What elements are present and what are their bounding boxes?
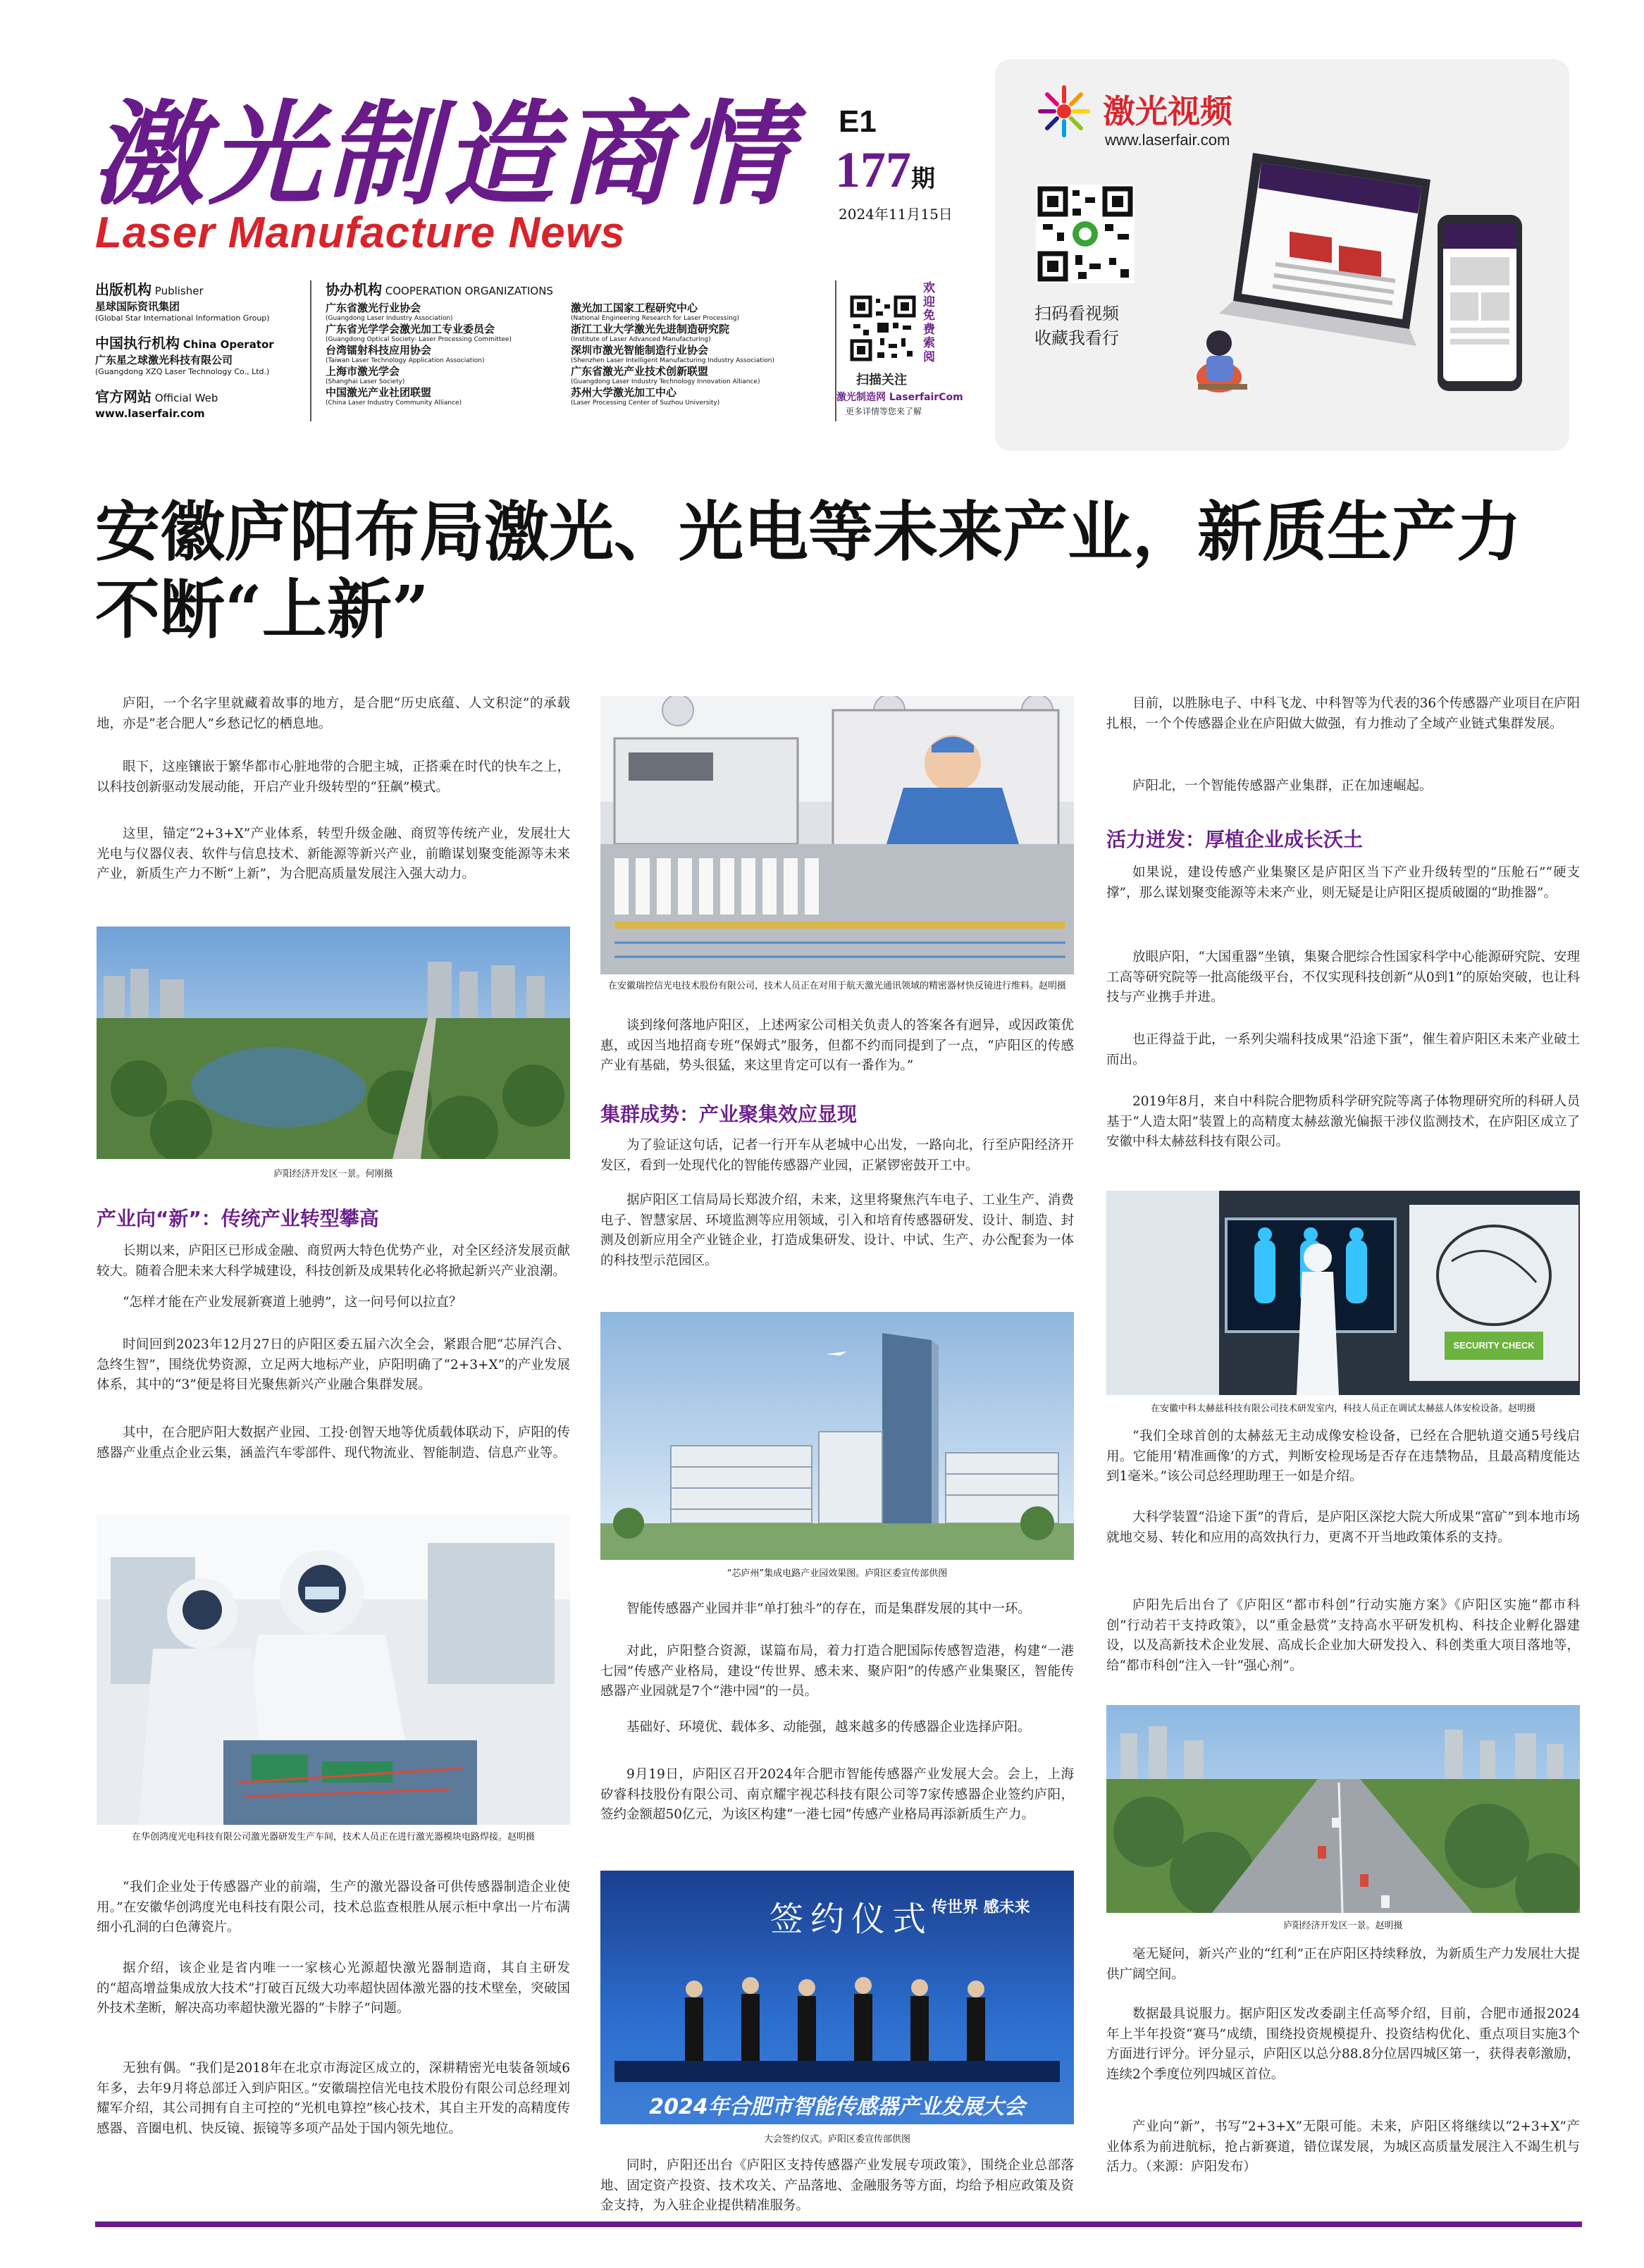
issue-date: 2024年11月15日 (839, 206, 953, 223)
photo-signing-ceremony (600, 1871, 1074, 2124)
paragraph: 其中，在合肥庐阳大数据产业园、工投·创智天地等优质载体联动下，庐阳的传感器产业重点企业云集，涵盖汽车零部件、现代物流业、智能制造、信息产业等。 (97, 1425, 570, 1461)
photo-city-park (97, 927, 570, 1159)
coop-org-name-en: (China Laser Industry Community Alliance) (326, 399, 462, 407)
subscribe-qr-icon (849, 295, 917, 362)
paragraph: “怎样才能在产业发展新赛道上驰骋”，这一问号何以拉直？ (123, 1295, 462, 1310)
photo-city-road (1106, 1705, 1580, 1913)
operator-name-en: (Guangdong XZQ Laser Technology Co., Ltd.) (95, 367, 270, 377)
edition-label: E1 (839, 104, 877, 139)
coop-list-right (571, 302, 832, 407)
operator-label-en: China Operator (183, 338, 274, 352)
photo-laser-workshop (97, 1515, 570, 1825)
publisher-label-en: Publisher (154, 285, 204, 297)
headline: 安徽庐阳布局激光、光电等未来产业，新质生产力不断“上新” (95, 494, 1522, 648)
coop-org-name: 广东省激光产业技术创新联盟 (571, 365, 709, 378)
promo-title: 激光视频 (1103, 92, 1232, 130)
paragraph: 时间回到2023年12月27日的庐阳区委五届六次全会，紧跟合肥“芯屏汽合、急终生智”，围绕优势资源，立足两大地标产业，庐阳明确了“2+3+X”的产业发展体系，其中的“3”便是将目光聚焦新兴产业融合集群发展。 (97, 1337, 570, 1393)
paragraph: 2019年8月，来自中科院合肥物质科学研究院等离子体物理研究所的科研人员基于“人造太阳”装置上的高精度太赫兹激光偏振干涉仪监测技术，在庐阳区成立了安徽中科太赫兹科技有限公司。 (1106, 1094, 1580, 1150)
coop-org-name: 苏州大学激光加工中心 (571, 386, 677, 399)
bottom-rule (95, 2221, 1582, 2227)
paragraph: “我们全球首创的太赫兹无主动成像安检设备，已经在合肥轨道交通5号线启用。它能用‘精准画像’的方式，判断安检现场是否存在违禁物品，且最高精度能达到1毫米。”该公司总经理助理王一如是介绍。 (1106, 1429, 1580, 1485)
coop-org-name: 广东省激光行业协会 (326, 302, 421, 314)
section-subhead: 产业向“新”：传统产业转型攀高 (97, 1207, 379, 1230)
issue-number (835, 141, 935, 199)
paragraph: 大科学装置“沿途下蛋”的背后，是庐阳区深挖大院大所成果“富矿”到本地市场就地交易、转化和应用的高效执行力，更离不开当地政策体系的支持。 (1106, 1510, 1580, 1545)
operator-label-cn: 中国执行机构 (95, 335, 180, 352)
coop-org-name: 深圳市激光智能制造行业协会 (571, 344, 709, 357)
coop-org-name: 台湾镭射科技应用协会 (326, 344, 432, 357)
paragraph: 据庐阳区工信局局长郑波介绍，未来，这里将聚焦汽车电子、工业生产、消费电子、智慧家居、环境监测等应用领域，引入和培育传感器研发、设计、制造、封测及创新应用全产业链企业，打造成集研发、设计、中试、生产、办公配套为一体的科技型示范园区。 (600, 1193, 1074, 1269)
paragraph: 这里，锚定“2+3+X”产业体系，转型升级金融、商贸等传统产业，发展壮大光电与仪器仪表、软件与信息技术、新能源等新兴产业，前瞻谋划聚变能源等未来产业，新质生产力不断“上新”，为合肥高质量发展注入强大动力。 (97, 826, 570, 882)
official-web-link[interactable]: www.laserfair.com (95, 407, 205, 421)
coop-list-left (326, 302, 565, 407)
section-subhead: 活力迸发：厚植企业成长沃土 (1106, 828, 1364, 851)
coop-org-name-en: (National Engineering Research for Laser Processing) (571, 314, 740, 322)
security-check-label: SECURITY CHECK (1453, 1340, 1535, 1351)
paragraph: 无独有偶。“我们是2018年在北京市海淀区成立的，深耕精密光电装备领域6年多，去年9月将总部迁入到庐阳区。”安徽瑞控信光电技术股份有限公司总经理刘耀军介绍，其公司拥有自主可控的“光机电算控”核心技术，其自主开发的高精度传感器、音圈电机、快反镜、振镜等多项产品处于国内领先地位。 (97, 2061, 570, 2137)
coop-org-name-en: (Guangdong Laser Industry Association) (326, 314, 453, 322)
publisher-block (95, 280, 307, 421)
paragraph: 放眼庐阳，“大国重器”坐镇，集聚合肥综合性国家科学中心能源研究院、安理工高等研究院等一批高能级平台，不仅实现科技创新“从0到1”的原始突破，也让科技与产业携手并进。 (1106, 950, 1580, 1005)
photo-caption: 在安徽瑞控信光电技术股份有限公司，技术人员正在对用于航天激光通讯领域的精密器材快反镜进行维料。赵明摄 (607, 981, 1066, 991)
paragraph: 庐阳，一个名字里就藏着故事的地方，是合肥“历史底蕴、人文积淀”的承载地，亦是“老合肥人”乡愁记忆的栖息地。 (97, 696, 570, 731)
laser-video-logo-icon (1036, 83, 1092, 140)
photo-caption: 庐阳经济开发区一景。何刚摄 (273, 1169, 393, 1179)
photo-industrial-park (600, 1312, 1074, 1560)
coop-org-name: 中国激光产业社团联盟 (326, 386, 432, 399)
masthead-title-en: Laser Manufacture News (95, 209, 626, 257)
web-label-cn: 官方网站 (95, 388, 152, 406)
publisher-label-cn: 出版机构 (95, 281, 152, 298)
publisher-name-cn: 星球国际资讯集团 (95, 300, 180, 313)
web-label-en: Official Web (154, 392, 218, 405)
paragraph: 对此，庐阳整合资源，谋篇布局，着力打造合肥国际传感智造港，构建“一港七园”传感产业格局，建设“传世界、感未来、聚庐阳”的传感产业集聚区，智能传感器产业园就是7个“港中园”的一员。 (600, 1644, 1074, 1699)
conference-banner: 2024年合肥市智能传感器产业发展大会 (649, 2095, 1025, 2119)
signing-banner-logo: 传世界 感未来 (932, 1899, 1030, 1916)
section-subhead: 集群成势：产业聚集效应显现 (600, 1103, 858, 1126)
paragraph: 同时，庐阳还出台《庐阳区支持传感器产业发展专项政策》，围绕企业总部落地、固定资产投资、技术攻关、产品落地、金融服务等方面，均给予相应政策及资金支持，为入驻企业提供精准服务。 (600, 2158, 1074, 2214)
coop-org-name-en: (Institute of Laser Advanced Manufacturing) (571, 335, 711, 343)
coop-org-name: 广东省光学学会激光加工专业委员会 (326, 323, 495, 335)
photo-precision-device (600, 696, 1074, 974)
subscribe-side-text: 欢迎免费索阅 (923, 281, 935, 364)
subscribe-scan-label: 扫描关注 (856, 373, 907, 388)
coop-org-name: 激光加工国家工程研究中心 (571, 302, 698, 314)
coop-label-en: COOPERATION ORGANIZATIONS (385, 285, 553, 297)
paragraph: 智能传感器产业园并非“单打独斗”的存在，而是集群发展的其中一环。 (626, 1601, 1031, 1616)
cooperation-block (326, 280, 833, 299)
paragraph: 目前，以胜脉电子、中科飞龙、中科智等为代表的36个传感器产业项目在庐阳扎根，一个个传感器企业在庐阳做大做强，有力推动了全域产业链式集群发展。 (1106, 696, 1580, 731)
coop-org-name: 上海市激光学会 (326, 365, 400, 378)
subscribe-site-label[interactable]: 激光制造网 LaserfairCom (836, 392, 963, 403)
promo-text-line2: 收藏我看行 (1034, 328, 1119, 348)
paragraph: 眼下，这座镶嵌于繁华都市心脏地带的合肥主城，正搭乘在时代的快车之上，以科技创新驱动发展动能，开启产业升级转型的“狂飙”模式。 (97, 760, 570, 795)
paragraph: 长期以来，庐阳区已形成金融、商贸两大特色优势产业，对全区经济发展贡献较大。随着合肥未来大科学城建设，科技创新及成果转化必将掀起新兴产业浪潮。 (97, 1244, 570, 1279)
paragraph: 9月19日，庐阳区召开2024年合肥市智能传感器产业发展大会。会上，上海矽睿科技股份有限公司、南京耀宇视芯科技有限公司等7家传感器企业签约庐阳，签约金额超50亿元，为该区构建“一港七园”传感产业格局再添新质生产力。 (600, 1767, 1074, 1823)
promo-text (1034, 302, 1119, 351)
paragraph: 如果说，建设传感产业集聚区是庐阳区当下产业升级转型的“压舱石”“硬支撑”，那么谋划聚变能源等未来产业，则无疑是让庐阳区提质破圈的“助推器”。 (1106, 865, 1580, 900)
paragraph: 毫无疑问，新兴产业的“红利”正在庐阳区持续释放，为新质生产力发展壮大提供广阔空间。 (1106, 1947, 1580, 1982)
paragraph: “我们企业处于传感器产业的前端，生产的激光器设备可供传感器制造企业使用。”在安徽华创鸿度光电科技有限公司，技术总监查根胜从展示柜中拿出一片布满细小孔洞的白色薄瓷片。 (97, 1880, 570, 1935)
paragraph: 庐阳先后出台了《庐阳区“都市科创”行动实施方案》《庐阳区实施“都市科创”行动若干支持政策》，以“重金悬赏”支持高水平研发机构、科技企业孵化器建设，以及高新技术企业发展、高成长企业加大研发投入、科创类重大项目落地等，给“都市科创”注入一针“强心剂”。 (1106, 1598, 1580, 1674)
photo-terahertz-lab (1106, 1191, 1580, 1395)
photo-caption: 在安徽中科太赫兹科技有限公司技术研发室内，科技人员正在调试太赫兹人体安检设备。赵明摄 (1150, 1403, 1535, 1414)
coop-org-name-en: (Laser Processing Center of Suzhou University) (571, 399, 720, 407)
coop-org-name-en: (Shanghai Laser Society) (326, 378, 405, 385)
ceremony-people-icon (600, 1955, 1074, 2082)
promo-text-line1: 扫码看视频 (1034, 304, 1119, 323)
paragraph: 据介绍，该企业是省内唯一一家核心光源超快激光器制造商，其自主研发的“超高增益集成放大技术”打破百瓦级大功率超快固体激光器的技术壁垒，突破国外技术垄断，解决高功率超快激光器的“卡脖子”问题。 (97, 1961, 570, 2016)
paragraph: 庐阳北，一个智能传感器产业集群，正在加速崛起。 (1132, 779, 1433, 793)
masthead-title-cn: 激光制造商情 (92, 89, 794, 221)
operator-name-cn: 广东星之球激光科技有限公司 (95, 354, 233, 367)
paragraph: 产业向“新”，书写“2+3+X”无限可能。未来，庐阳区将继续以“2+3+X”产业体系为前进航标，抢占新赛道，错位谋发展，为城区高质量发展注入不竭生机与活力。（来源：庐阳发布） (1106, 2119, 1580, 2175)
promo-qr-icon (1036, 185, 1135, 283)
photo-caption: “芯庐州”集成电路产业园效果图。庐阳区委宣传部供图 (727, 1568, 948, 1579)
paragraph: 数据最具说服力。据庐阳区发改委副主任高琴介绍，目前，合肥市通报2024年上半年投资“赛马”成绩，围绕投资规模提升、投资结构优化、重点项目实施3个方面进行评分。评分显示，庐阳区以总分88.8分位居四城区第一，获得表彰激励，连续2个季度位列四城区首位。 (1106, 2007, 1580, 2083)
publisher-name-en: (Global Star International Information Group) (95, 314, 270, 323)
coop-org-name-en: (Shenzhen Laser Intelligent Manufacturing Industry Association) (571, 357, 774, 364)
issue-suffix: 期 (911, 165, 935, 193)
divider (310, 280, 311, 421)
signing-banner-title: 签约仪式 (770, 1900, 934, 1939)
coop-label-cn: 协办机构 (326, 281, 382, 298)
subscribe-more-label: 更多详情等您来了解 (846, 407, 922, 416)
paragraph: 基础好、环境优、载体多、动能强，越来越多的传感器企业选择庐阳。 (626, 1720, 1031, 1735)
paragraph: 谈到缘何落地庐阳区，上述两家公司相关负责人的答案各有迥异，或因政策优惠，或因当地招商专班“保姆式”服务，但都不约而同提到了一点，“庐阳区的传感产业有基础，势头很猛，来这里肯定可以有一番作为。” (600, 1018, 1074, 1074)
paragraph: 也正得益于此，一系列尖端科技成果“沿途下蛋”，催生着庐阳区未来产业破土而出。 (1106, 1032, 1580, 1067)
photo-caption: 庐阳经济开发区一景。赵明摄 (1283, 1921, 1403, 1931)
issue-no: 177 (835, 142, 911, 198)
paragraph: 为了验证这句话，记者一行开车从老城中心出发，一路向北，行至庐阳经济开发区，看到一处现代化的智能传感器产业园，正紧锣密鼓开工中。 (600, 1138, 1074, 1173)
coop-org-name-en: (Guangdong Optical Society- Laser Processing Committee) (326, 335, 512, 343)
security-scanner-icon (1106, 1191, 1580, 1395)
photo-caption: 在华创鸿度光电科技有限公司激光器研发生产车间，技术人员正在进行激光器模块电路焊接。赵明摄 (131, 1832, 535, 1842)
photo-caption: 大会签约仪式。庐阳区委宣传部供图 (763, 2134, 910, 2145)
laptop-illustration-icon (1191, 144, 1557, 433)
coop-org-name-en: (Guangdong Laser Industry Technology Innovation Alliance) (571, 378, 760, 385)
promo-web-link[interactable]: www.laserfair.com (1105, 131, 1230, 149)
coop-org-name-en: (Taiwan Laser Technology Application Association) (326, 357, 485, 364)
coop-org-name: 浙江工业大学激光先进制造研究院 (571, 323, 730, 335)
